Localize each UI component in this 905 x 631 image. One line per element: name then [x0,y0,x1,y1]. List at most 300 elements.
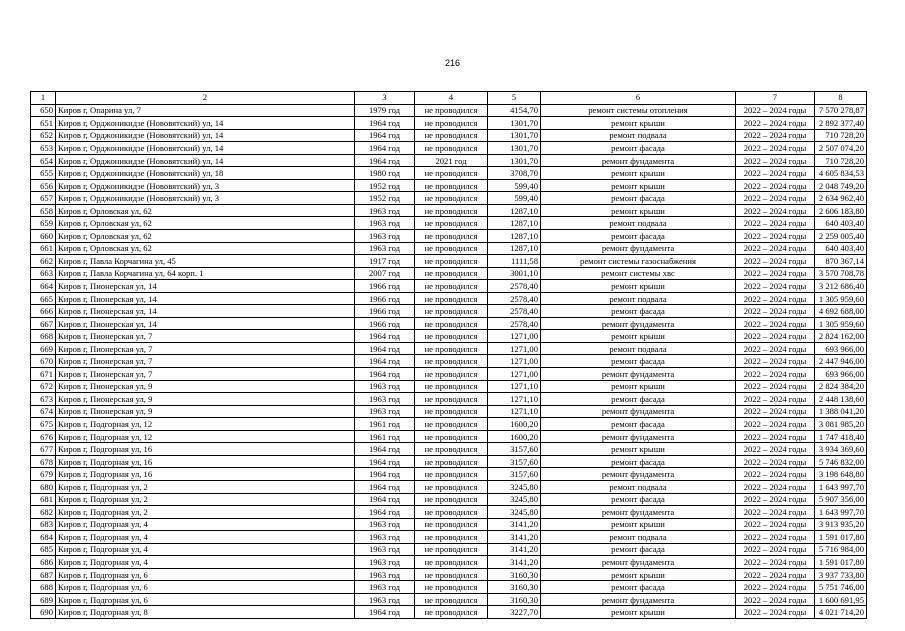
period-cell: 2022 – 2024 годы [736,393,815,406]
row-number-cell: 675 [31,418,56,431]
cost-cell: 1 643 997,70 [815,506,867,519]
period-cell: 2022 – 2024 годы [736,556,815,569]
area-cell: 1301,70 [488,129,541,142]
address-cell: Киров г, Пионерская ул, 7 [56,330,355,343]
table-row [31,292,867,305]
address-cell: Киров г, Орджоникидзе (Нововятский) ул, 14 [56,129,355,142]
address-cell: Киров г, Пионерская ул, 7 [56,368,355,381]
row-number-cell: 688 [31,581,56,594]
address-cell: Киров г, Подгорная ул, 4 [56,518,355,531]
build-year-cell: 1964 год [355,368,415,381]
build-year-cell: 1964 год [355,468,415,481]
last-repair-cell: не проводился [415,368,488,381]
last-repair-cell: не проводился [415,280,488,293]
table-row [31,606,867,619]
register-table [30,91,867,619]
build-year-cell: 1963 год [355,204,415,217]
column-header: 2 [56,92,355,105]
build-year-cell: 1966 год [355,292,415,305]
last-repair-cell: не проводился [415,568,488,581]
table-row [31,192,867,205]
area-cell: 1600,20 [488,418,541,431]
row-number-cell: 659 [31,217,56,230]
last-repair-cell: не проводился [415,606,488,619]
work-type-cell: ремонт подвала [541,217,736,230]
row-number-cell: 653 [31,142,56,155]
cost-cell: 3 198 648,80 [815,468,867,481]
area-cell: 1287,10 [488,217,541,230]
cost-cell: 5 751 746,00 [815,581,867,594]
last-repair-cell: не проводился [415,179,488,192]
last-repair-cell: не проводился [415,355,488,368]
period-cell: 2022 – 2024 годы [736,443,815,456]
address-cell: Киров г, Орджоникидзе (Нововятский) ул, 14 [56,142,355,155]
period-cell: 2022 – 2024 годы [736,117,815,130]
row-number-cell: 690 [31,606,56,619]
address-cell: Киров г, Пионерская ул, 7 [56,342,355,355]
build-year-cell: 1963 год [355,217,415,230]
row-number-cell: 677 [31,443,56,456]
row-number-cell: 658 [31,204,56,217]
table-row [31,342,867,355]
table-row [31,531,867,544]
work-type-cell: ремонт подвала [541,480,736,493]
last-repair-cell: не проводился [415,255,488,268]
build-year-cell: 1963 год [355,556,415,569]
build-year-cell: 1961 год [355,430,415,443]
row-number-cell: 671 [31,368,56,381]
area-cell: 599,40 [488,192,541,205]
area-cell: 1287,10 [488,230,541,243]
area-cell: 3157,60 [488,455,541,468]
table-row [31,217,867,230]
last-repair-cell: не проводился [415,129,488,142]
work-type-cell: ремонт фасада [541,142,736,155]
table-row [31,418,867,431]
address-cell: Киров г, Подгорная ул, 6 [56,581,355,594]
area-cell: 2578,40 [488,305,541,318]
address-cell: Киров г, Пионерская ул, 9 [56,405,355,418]
cost-cell: 2 824 162,00 [815,330,867,343]
row-number-cell: 666 [31,305,56,318]
table-row [31,405,867,418]
table-row [31,480,867,493]
row-number-cell: 683 [31,518,56,531]
address-cell: Киров г, Павла Корчагина ул, 64 корп. 1 [56,267,355,280]
table-row [31,581,867,594]
period-cell: 2022 – 2024 годы [736,380,815,393]
row-number-cell: 680 [31,480,56,493]
build-year-cell: 1952 год [355,192,415,205]
last-repair-cell: не проводился [415,518,488,531]
area-cell: 3141,20 [488,531,541,544]
build-year-cell: 1963 год [355,581,415,594]
build-year-cell: 1964 год [355,493,415,506]
build-year-cell: 1963 год [355,531,415,544]
table-row [31,317,867,330]
column-header: 4 [415,92,488,105]
last-repair-cell: не проводился [415,393,488,406]
cost-cell: 640 403,40 [815,242,867,255]
area-cell: 599,40 [488,179,541,192]
area-cell: 4154,70 [488,104,541,117]
work-type-cell: ремонт фасада [541,493,736,506]
build-year-cell: 1952 год [355,179,415,192]
work-type-cell: ремонт крыши [541,280,736,293]
cost-cell: 2 448 138,60 [815,393,867,406]
last-repair-cell: не проводился [415,204,488,217]
cost-cell: 2 259 005,40 [815,230,867,243]
last-repair-cell: не проводился [415,104,488,117]
period-cell: 2022 – 2024 годы [736,204,815,217]
work-type-cell: ремонт фундамента [541,430,736,443]
table-row [31,518,867,531]
cost-cell: 2 447 946,00 [815,355,867,368]
address-cell: Киров г, Подгорная ул, 4 [56,531,355,544]
cost-cell: 870 367,14 [815,255,867,268]
area-cell: 3708,70 [488,167,541,180]
period-cell: 2022 – 2024 годы [736,355,815,368]
cost-cell: 5 746 832,00 [815,455,867,468]
address-cell: Киров г, Орджоникидзе (Нововятский) ул, 14 [56,117,355,130]
work-type-cell: ремонт подвала [541,129,736,142]
table-row [31,468,867,481]
cost-cell: 693 966,00 [815,368,867,381]
area-cell: 1271,10 [488,405,541,418]
last-repair-cell: не проводился [415,192,488,205]
address-cell: Киров г, Орловская ул, 62 [56,230,355,243]
area-cell: 2578,40 [488,317,541,330]
address-cell: Киров г, Пионерская ул, 14 [56,292,355,305]
build-year-cell: 1964 год [355,355,415,368]
period-cell: 2022 – 2024 годы [736,192,815,205]
work-type-cell: ремонт фундамента [541,556,736,569]
row-number-cell: 681 [31,493,56,506]
work-type-cell: ремонт крыши [541,204,736,217]
period-cell: 2022 – 2024 годы [736,230,815,243]
work-type-cell: ремонт крыши [541,330,736,343]
address-cell: Киров г, Орджоникидзе (Нововятский) ул, 3 [56,179,355,192]
last-repair-cell: не проводился [415,305,488,318]
build-year-cell: 1964 год [355,330,415,343]
build-year-cell: 1963 год [355,405,415,418]
address-cell: Киров г, Подгорная ул, 6 [56,568,355,581]
build-year-cell: 1963 год [355,380,415,393]
address-cell: Киров г, Орловская ул, 62 [56,217,355,230]
cost-cell: 2 892 377,40 [815,117,867,130]
address-cell: Киров г, Павла Корчагина ул, 45 [56,255,355,268]
work-type-cell: ремонт крыши [541,518,736,531]
row-number-cell: 678 [31,455,56,468]
period-cell: 2022 – 2024 годы [736,305,815,318]
row-number-cell: 664 [31,280,56,293]
period-cell: 2022 – 2024 годы [736,531,815,544]
area-cell: 3160,30 [488,581,541,594]
area-cell: 1600,20 [488,430,541,443]
work-type-cell: ремонт фасада [541,455,736,468]
cost-cell: 3 937 733,80 [815,568,867,581]
row-number-cell: 661 [31,242,56,255]
work-type-cell: ремонт фундамента [541,506,736,519]
last-repair-cell: не проводился [415,217,488,230]
row-number-cell: 655 [31,167,56,180]
work-type-cell: ремонт фундамента [541,593,736,606]
period-cell: 2022 – 2024 годы [736,455,815,468]
area-cell: 3245,80 [488,480,541,493]
row-number-cell: 684 [31,531,56,544]
table-row [31,117,867,130]
area-cell: 1301,70 [488,154,541,167]
last-repair-cell: не проводился [415,455,488,468]
work-type-cell: ремонт фундамента [541,368,736,381]
last-repair-cell: не проводился [415,418,488,431]
cost-cell: 4 021 714,20 [815,606,867,619]
table-row [31,443,867,456]
row-number-cell: 689 [31,593,56,606]
period-cell: 2022 – 2024 годы [736,167,815,180]
work-type-cell: ремонт подвала [541,342,736,355]
table-row [31,230,867,243]
last-repair-cell: не проводился [415,593,488,606]
last-repair-cell: не проводился [415,556,488,569]
address-cell: Киров г, Пионерская ул, 7 [56,355,355,368]
work-type-cell: ремонт фасада [541,418,736,431]
row-number-cell: 669 [31,342,56,355]
cost-cell: 1 643 997,70 [815,480,867,493]
work-type-cell: ремонт фасада [541,355,736,368]
row-number-cell: 660 [31,230,56,243]
last-repair-cell: не проводился [415,468,488,481]
period-cell: 2022 – 2024 годы [736,267,815,280]
period-cell: 2022 – 2024 годы [736,292,815,305]
build-year-cell: 1964 год [355,455,415,468]
cost-cell: 4 605 834,53 [815,167,867,180]
work-type-cell: ремонт фасада [541,192,736,205]
table-row [31,280,867,293]
row-number-cell: 662 [31,255,56,268]
table-row [31,393,867,406]
area-cell: 3245,80 [488,506,541,519]
column-header: 8 [815,92,867,105]
build-year-cell: 1963 год [355,242,415,255]
last-repair-cell: не проводился [415,531,488,544]
row-number-cell: 673 [31,393,56,406]
table-row [31,242,867,255]
area-cell: 3157,60 [488,443,541,456]
area-cell: 1271,00 [488,368,541,381]
build-year-cell: 1964 год [355,480,415,493]
address-cell: Киров г, Подгорная ул, 8 [56,606,355,619]
work-type-cell: ремонт подвала [541,292,736,305]
period-cell: 2022 – 2024 годы [736,568,815,581]
period-cell: 2022 – 2024 годы [736,342,815,355]
cost-cell: 2 824 384,20 [815,380,867,393]
address-cell: Киров г, Орджоникидзе (Нововятский) ул, 18 [56,167,355,180]
build-year-cell: 1963 год [355,518,415,531]
period-cell: 2022 – 2024 годы [736,606,815,619]
work-type-cell: ремонт крыши [541,167,736,180]
address-cell: Киров г, Подгорная ул, 2 [56,506,355,519]
address-cell: Киров г, Подгорная ул, 16 [56,468,355,481]
row-number-cell: 667 [31,317,56,330]
work-type-cell: ремонт фасада [541,305,736,318]
cost-cell: 2 048 749,20 [815,179,867,192]
header-row [31,92,867,105]
work-type-cell: ремонт фасада [541,581,736,594]
period-cell: 2022 – 2024 годы [736,405,815,418]
work-type-cell: ремонт крыши [541,117,736,130]
column-header: 3 [355,92,415,105]
cost-cell: 3 934 369,60 [815,443,867,456]
period-cell: 2022 – 2024 годы [736,129,815,142]
period-cell: 2022 – 2024 годы [736,255,815,268]
row-number-cell: 670 [31,355,56,368]
table-row [31,204,867,217]
build-year-cell: 1964 год [355,154,415,167]
build-year-cell: 1963 год [355,593,415,606]
period-cell: 2022 – 2024 годы [736,368,815,381]
period-cell: 2022 – 2024 годы [736,330,815,343]
work-type-cell: ремонт крыши [541,606,736,619]
row-number-cell: 685 [31,543,56,556]
row-number-cell: 657 [31,192,56,205]
work-type-cell: ремонт фасада [541,393,736,406]
last-repair-cell: не проводился [415,443,488,456]
cost-cell: 5 907 356,00 [815,493,867,506]
cost-cell: 693 966,00 [815,342,867,355]
last-repair-cell: не проводился [415,167,488,180]
table-row [31,142,867,155]
area-cell: 3227,70 [488,606,541,619]
area-cell: 1287,10 [488,204,541,217]
table-row [31,380,867,393]
address-cell: Киров г, Подгорная ул, 12 [56,430,355,443]
area-cell: 3001,10 [488,267,541,280]
column-header: 7 [736,92,815,105]
table-row [31,129,867,142]
address-cell: Киров г, Опарина ул, 7 [56,104,355,117]
cost-cell: 2 507 074,20 [815,142,867,155]
build-year-cell: 1917 год [355,255,415,268]
period-cell: 2022 – 2024 годы [736,430,815,443]
period-cell: 2022 – 2024 годы [736,543,815,556]
last-repair-cell: не проводился [415,506,488,519]
build-year-cell: 1980 год [355,167,415,180]
last-repair-cell: не проводился [415,267,488,280]
address-cell: Киров г, Пионерская ул, 14 [56,305,355,318]
cost-cell: 1 305 959,60 [815,317,867,330]
build-year-cell: 1964 год [355,606,415,619]
last-repair-cell: не проводился [415,292,488,305]
last-repair-cell: не проводился [415,242,488,255]
cost-cell: 640 403,40 [815,217,867,230]
work-type-cell: ремонт фундамента [541,405,736,418]
area-cell: 3245,80 [488,493,541,506]
build-year-cell: 1966 год [355,280,415,293]
row-number-cell: 687 [31,568,56,581]
address-cell: Киров г, Подгорная ул, 2 [56,480,355,493]
work-type-cell: ремонт крыши [541,179,736,192]
table-row [31,455,867,468]
area-cell: 1271,00 [488,330,541,343]
row-number-cell: 674 [31,405,56,418]
area-cell: 1271,10 [488,380,541,393]
work-type-cell: ремонт фасада [541,230,736,243]
last-repair-cell: не проводился [415,230,488,243]
period-cell: 2022 – 2024 годы [736,242,815,255]
period-cell: 2022 – 2024 годы [736,142,815,155]
table-row [31,355,867,368]
cost-cell: 1 305 959,60 [815,292,867,305]
work-type-cell: ремонт подвала [541,531,736,544]
address-cell: Киров г, Подгорная ул, 4 [56,543,355,556]
row-number-cell: 676 [31,430,56,443]
table-row [31,556,867,569]
period-cell: 2022 – 2024 годы [736,506,815,519]
address-cell: Киров г, Пионерская ул, 9 [56,380,355,393]
period-cell: 2022 – 2024 годы [736,104,815,117]
period-cell: 2022 – 2024 годы [736,581,815,594]
work-type-cell: ремонт фундамента [541,242,736,255]
table-row [31,543,867,556]
area-cell: 3141,20 [488,518,541,531]
period-cell: 2022 – 2024 годы [736,179,815,192]
build-year-cell: 1963 год [355,543,415,556]
build-year-cell: 1964 год [355,142,415,155]
address-cell: Киров г, Орловская ул, 62 [56,204,355,217]
build-year-cell: 1964 год [355,342,415,355]
address-cell: Киров г, Подгорная ул, 2 [56,493,355,506]
cost-cell: 710 728,20 [815,154,867,167]
work-type-cell: ремонт системы газоснабжения [541,255,736,268]
area-cell: 1271,00 [488,342,541,355]
last-repair-cell: не проводился [415,317,488,330]
build-year-cell: 1963 год [355,568,415,581]
address-cell: Киров г, Подгорная ул, 4 [56,556,355,569]
row-number-cell: 682 [31,506,56,519]
table-row [31,255,867,268]
table-row [31,305,867,318]
work-type-cell: ремонт фундамента [541,317,736,330]
table-row [31,430,867,443]
last-repair-cell: не проводился [415,581,488,594]
last-repair-cell: не проводился [415,430,488,443]
cost-cell: 710 728,20 [815,129,867,142]
work-type-cell: ремонт фундамента [541,468,736,481]
last-repair-cell: 2021 год [415,154,488,167]
cost-cell: 2 606 183,80 [815,204,867,217]
address-cell: Киров г, Пионерская ул, 9 [56,393,355,406]
last-repair-cell: не проводился [415,142,488,155]
period-cell: 2022 – 2024 годы [736,280,815,293]
row-number-cell: 651 [31,117,56,130]
area-cell: 1111,58 [488,255,541,268]
last-repair-cell: не проводился [415,480,488,493]
last-repair-cell: не проводился [415,330,488,343]
table-row [31,368,867,381]
build-year-cell: 1963 год [355,393,415,406]
work-type-cell: ремонт крыши [541,443,736,456]
work-type-cell: ремонт фасада [541,543,736,556]
area-cell: 3160,30 [488,568,541,581]
cost-cell: 1 747 418,40 [815,430,867,443]
period-cell: 2022 – 2024 годы [736,518,815,531]
work-type-cell: ремонт системы хвс [541,267,736,280]
address-cell: Киров г, Пионерская ул, 14 [56,317,355,330]
area-cell: 2578,40 [488,292,541,305]
work-type-cell: ремонт системы отопления [541,104,736,117]
table-row [31,154,867,167]
